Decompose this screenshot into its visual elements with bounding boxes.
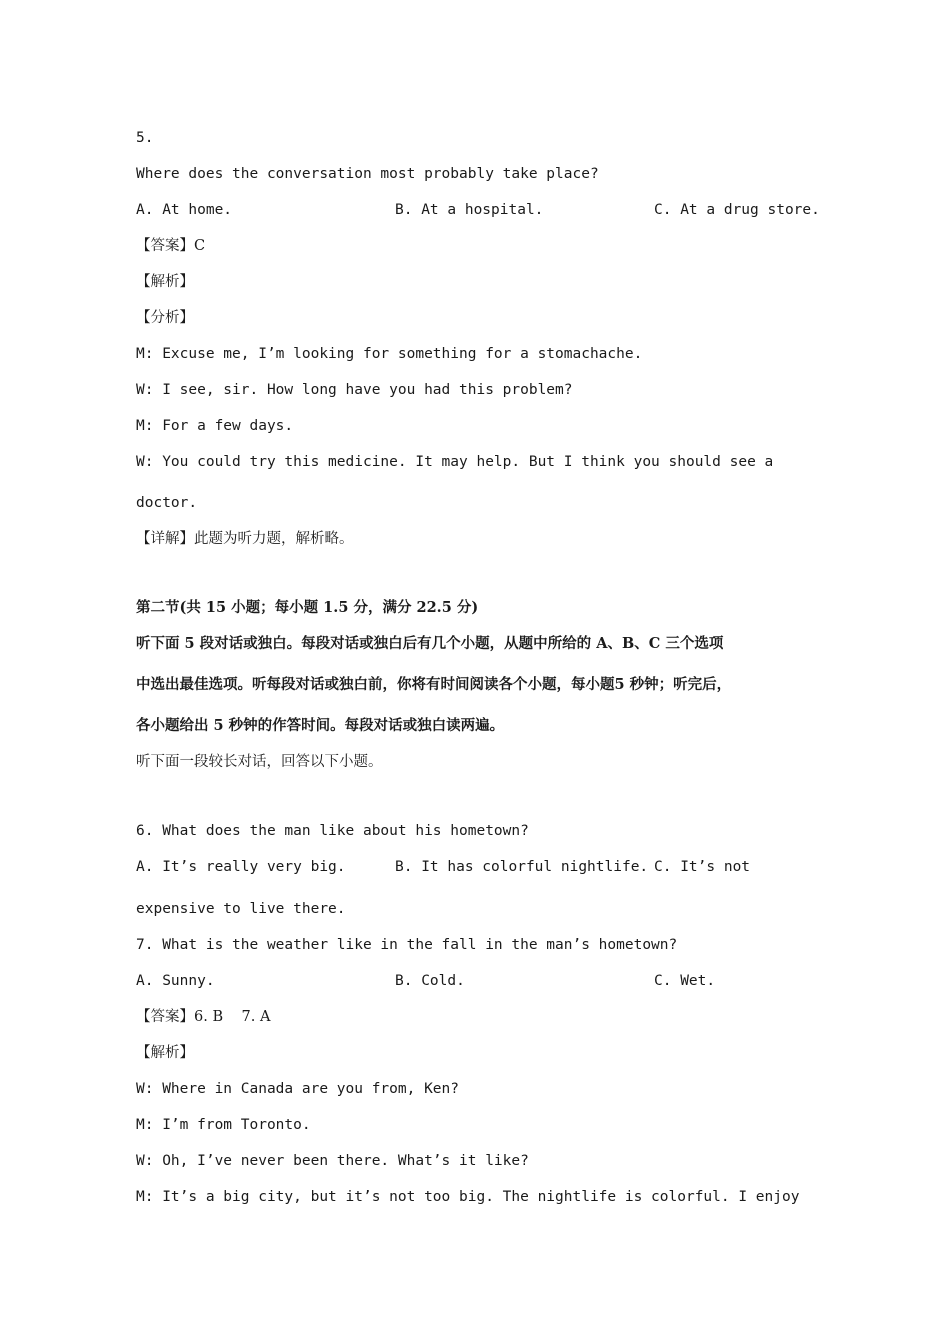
q7-option-c: C. Wet. [654, 973, 716, 989]
q5-option-c: C. At a drug store. [654, 202, 820, 218]
q5-dialogue-line: W: I see, sir. How long have you had this problem? [136, 382, 573, 398]
section2-heading: 第二节(共 15 小题；每小题 1.5 分，满分 22.5 分) [136, 599, 479, 616]
q6-option-b: B. It has colorful nightlife. [395, 859, 649, 875]
section2-instruction-line: 各小题给出 5 秒钟的作答时间。每段对话或独白读两遍。 [136, 717, 505, 734]
q5-fenxi-label: 【分析】 [136, 310, 194, 326]
q5-question: Where does the conversation most probably take place? [136, 166, 599, 182]
q7-option-b: B. Cold. [395, 973, 465, 989]
q5-dialogue-line: M: Excuse me, I’m looking for something for a stomachache. [136, 346, 643, 362]
q5-answer: 【答案】C [136, 238, 206, 254]
q5-option-b: B. At a hospital. [395, 202, 544, 218]
q5-dialogue-line: M: For a few days. [136, 418, 294, 434]
q5-analysis-label: 【解析】 [136, 274, 194, 290]
dialogue-line: M: It’s a big city, but it’s not too big. The nightlife is colorful. I enjoy [136, 1189, 800, 1205]
q7-question: 7. What is the weather like in the fall in the man’s hometown? [136, 937, 678, 953]
dialogue-line: M: I’m from Toronto. [136, 1117, 311, 1133]
q5-option-a: A. At home. [136, 202, 233, 218]
q6-question: 6. What does the man like about his hometown? [136, 823, 529, 839]
answers-6-7: 【答案】6. B 7. A [136, 1009, 271, 1025]
q6-option-a: A. It’s really very big. [136, 859, 346, 875]
section2-instruction-line: 听下面 5 段对话或独白。每段对话或独白后有几个小题，从题中所给的 A、B、C 三个选项 [136, 635, 724, 652]
q5-detail: 【详解】此题为听力题，解析略。 [136, 531, 354, 547]
q5-number: 5. [136, 130, 154, 146]
q5-dialogue-line: W: You could try this medicine. It may help. But I think you should see a [136, 454, 774, 470]
section2-intro: 听下面一段较长对话，回答以下小题。 [136, 754, 383, 770]
q5-dialogue-line: doctor. [136, 495, 198, 511]
q6-option-c: C. It’s not [654, 859, 751, 875]
dialogue-line: W: Where in Canada are you from, Ken? [136, 1081, 460, 1097]
dialogue-line: W: Oh, I’ve never been there. What’s it like? [136, 1153, 529, 1169]
q7-option-a: A. Sunny. [136, 973, 215, 989]
q6-option-c-continuation: expensive to live there. [136, 901, 346, 917]
analysis-6-7-label: 【解析】 [136, 1045, 194, 1061]
section2-instruction-line: 中选出最佳选项。听每段对话或独白前，你将有时间阅读各个小题，每小题5 秒钟；听完后， [136, 676, 732, 693]
